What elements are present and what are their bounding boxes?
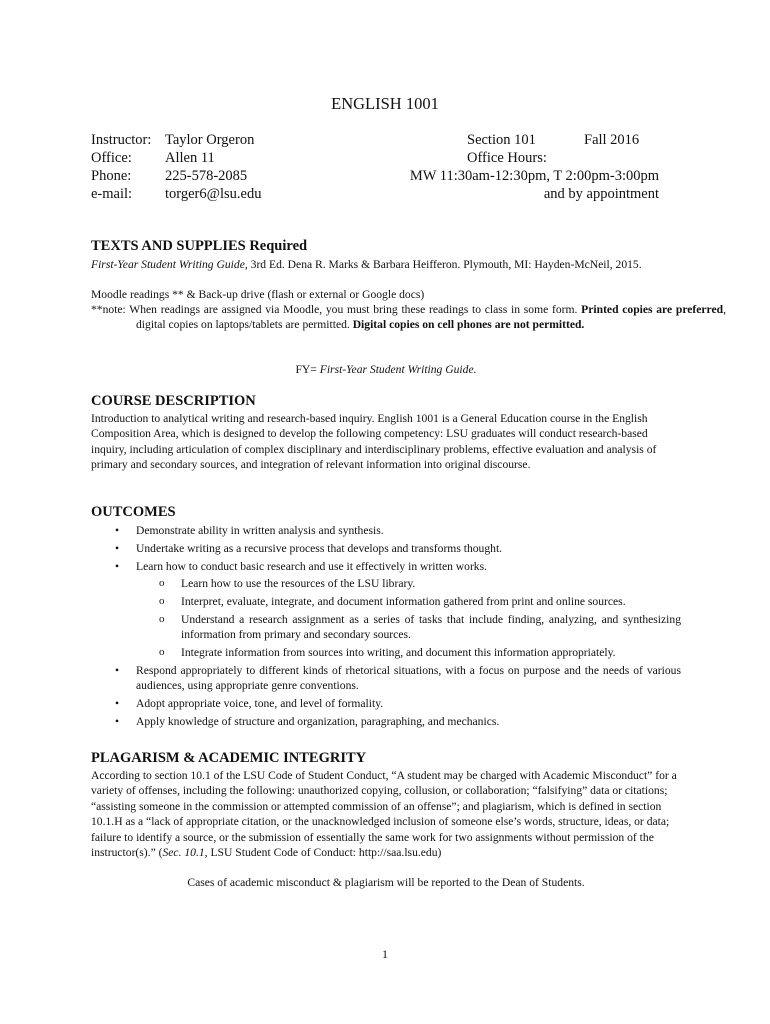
outcomes-heading: OUTCOMES	[91, 504, 176, 520]
email-label: e-mail:	[91, 186, 133, 202]
phone-value: 225-578-2085	[165, 168, 248, 184]
course-title: ENGLISH 1001	[331, 94, 439, 113]
instructor-value: Taylor Orgeron	[165, 132, 255, 148]
list-item: • Apply knowledge of structure and organization, paragraphing, and mechanics.	[91, 714, 681, 729]
plagiarism-closing: Cases of academic misconduct & plagiarism will be reported to the Dean of Students.	[187, 876, 585, 889]
sub-list-item: o Integrate information from sources into writing, and document this information appropriately.	[136, 645, 681, 660]
list-item: • Learn how to conduct basic research and use it effectively in written works. o Learn how to use the resources of the LSU library. o Interpret, evaluate, integrate, and document information gathered from print and online sources. o Understand a research assignment as a series of tasks that include finding, analyzing, and synthesizing information from primary and secondary sources. o Integrate information from sources into writing, and document this information appropriately.	[91, 559, 681, 661]
office-hours-label: Office Hours:	[467, 150, 547, 166]
moodle-readings: Moodle readings ** & Back-up drive (flash or external or Google docs)	[91, 288, 425, 301]
office-hours-appointment: and by appointment	[543, 186, 659, 202]
phone-label: Phone:	[91, 168, 132, 184]
office-hours-times: MW 11:30am-12:30pm, T 2:00pm-3:00pm	[409, 168, 659, 184]
required-book	[91, 257, 726, 272]
research-sublist	[136, 576, 681, 660]
sub-list-item: o Interpret, evaluate, integrate, and document information gathered from print and online sources.	[136, 594, 681, 609]
instructor-label: Instructor:	[91, 132, 152, 148]
cell-phones-note: Digital copies on cell phones are not permitted.	[352, 318, 585, 332]
page-number: 1	[382, 947, 388, 961]
book-title: First-Year Student Writing Guide	[91, 258, 245, 271]
outcomes-list	[91, 523, 681, 731]
course-description-body: Introduction to analytical writing and research-based inquiry. English 1001 is a General Education course in the English Composition Area, which is designed to develop the following competency: LSU graduates will conduct research-based inquiry, including articulation of complex disciplinary and interdisciplinary problems, effective evaluation and analysis of primary and secondary sources, and integration of relevant information into original discourse.	[91, 412, 657, 472]
list-item: • Undertake writing as a recursive process that develops and transforms thought.	[91, 541, 681, 556]
list-item: • Adopt appropriate voice, tone, and level of formality.	[91, 696, 681, 711]
list-item: • Respond appropriately to different kinds of rhetorical situations, with a focus on purpose and the needs of various audiences, using appropriate genre conventions.	[91, 663, 681, 694]
list-item: • Demonstrate ability in written analysis and synthesis.	[91, 523, 681, 538]
plagiarism-body: According to section 10.1 of the LSU Code of Student Conduct, “A student may be charged with Academic Misconduct” for a variety of offenses, including the following: unauthorized copying, collusion, or collaboration; “falsifying” data or citations; “assisting someone in the commission or attempted commission of an offense”; and plagiarism, which is defined in section 10.1.H as a “lack of appropriate citation, or the unacknowledged inclusion of someone else’s words, structure, ideas, or data; failure to identify a source, or the submission of essentially the same work for two assignments without permission of the instructor(s).” (Sec. 10.1, LSU Student Code of Conduct: http://saa.lsu.edu)	[91, 769, 677, 860]
fy-abbreviation: FY= First-Year Student Writing Guide.	[295, 363, 477, 376]
email-value: torger6@lsu.edu	[165, 186, 262, 202]
course-description-heading: COURSE DESCRIPTION	[91, 393, 256, 409]
printed-copies-note: Printed copies are preferred	[581, 303, 724, 316]
section-number: Section 101	[467, 132, 536, 148]
sub-list-item: o Learn how to use the resources of the LSU library.	[136, 576, 681, 591]
book-details: , 3rd Ed. Dena R. Marks & Barbara Heifferon. Plymouth, MI: Hayden-McNeil, 2015.	[244, 258, 642, 271]
plagiarism-heading: PLAGARISM & ACADEMIC INTEGRITY	[91, 750, 367, 766]
readings-note: **note: When readings are assigned via Moodle, you must bring these readings to class in some form. Printed copies are preferred, digital copies on laptops/tablets are permitted. Digital copies on cell phones are not permitted.	[91, 303, 726, 332]
sub-list-item: o Understand a research assignment as a series of tasks that include finding, analyzing, and synthesizing information from primary and secondary sources.	[136, 612, 681, 643]
texts-heading: TEXTS AND SUPPLIES Required	[91, 238, 308, 254]
office-value: Allen 11	[165, 150, 215, 166]
office-label: Office:	[91, 150, 132, 166]
term: Fall 2016	[584, 132, 640, 148]
